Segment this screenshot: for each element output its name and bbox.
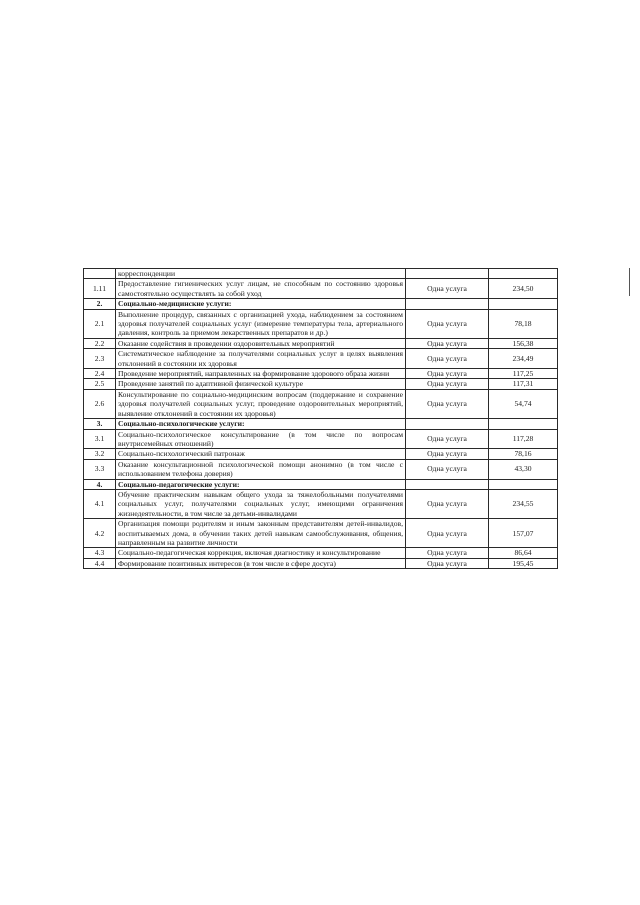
table-row <box>84 349 558 369</box>
unit-cell: Одна услуга <box>406 449 489 459</box>
price-cell: 117,31 <box>489 379 558 389</box>
section-row <box>84 479 558 489</box>
price-cell: 117,28 <box>489 429 558 449</box>
unit-cell <box>406 269 489 279</box>
row-number-cell: 4.2 <box>84 519 116 548</box>
row-number-cell: 3.1 <box>84 429 116 449</box>
service-name-cell: Социально-педагогическая коррекция, включая диагностику и консультирование <box>116 548 406 558</box>
unit-cell <box>406 299 489 309</box>
row-number-cell: 3.3 <box>84 459 116 479</box>
service-name-cell: Социально-психологический патронаж <box>116 449 406 459</box>
row-number-cell: 2.1 <box>84 309 116 338</box>
services-price-table <box>83 268 558 569</box>
table-row <box>84 449 558 459</box>
section-row <box>84 419 558 429</box>
unit-cell: Одна услуга <box>406 519 489 548</box>
table-row <box>84 429 558 449</box>
service-name-cell: Проведение мероприятий, направленных на формирование здорового образа жизни <box>116 369 406 379</box>
table-row <box>84 548 558 558</box>
price-cell: 234,49 <box>489 349 558 369</box>
service-name-cell: Систематическое наблюдение за получателями социальных услуг в целях выявления отклонений в состоянии их здоровья <box>116 349 406 369</box>
table-row <box>84 459 558 479</box>
row-number-cell: 3. <box>84 419 116 429</box>
row-number-cell: 2.2 <box>84 338 116 348</box>
price-cell: 195,45 <box>489 558 558 568</box>
service-name-cell: Оказание содействия в проведении оздоровительных мероприятий <box>116 338 406 348</box>
service-name-cell: Социально-педагогические услуги: <box>116 479 406 489</box>
price-cell: 156,38 <box>489 338 558 348</box>
service-name-cell: Обучение практическим навыкам общего ухода за тяжелобольными получателями социальных услуг, получателями социальных услуг, имеющими ограничения жизнедеятельности, в том числе за детьми-инвалидами <box>116 489 406 518</box>
service-name-cell: Социально-медицинские услуги: <box>116 299 406 309</box>
unit-cell: Одна услуга <box>406 369 489 379</box>
unit-cell: Одна услуга <box>406 489 489 518</box>
row-number-cell: 2.4 <box>84 369 116 379</box>
unit-cell: Одна услуга <box>406 379 489 389</box>
price-cell: 78,16 <box>489 449 558 459</box>
unit-cell: Одна услуга <box>406 279 489 299</box>
unit-cell <box>406 479 489 489</box>
table-row <box>84 269 558 279</box>
table-row <box>84 309 558 338</box>
row-number-cell: 4. <box>84 479 116 489</box>
service-name-cell: Проведение занятий по адаптивной физической культуре <box>116 379 406 389</box>
unit-cell: Одна услуга <box>406 459 489 479</box>
row-number-cell: 3.2 <box>84 449 116 459</box>
unit-cell: Одна услуга <box>406 558 489 568</box>
service-name-cell: Предоставление гигиенических услуг лицам, не способным по состоянию здоровья самостоятельно осуществлять за собой уход <box>116 279 406 299</box>
table-row <box>84 558 558 568</box>
unit-cell: Одна услуга <box>406 429 489 449</box>
unit-cell: Одна услуга <box>406 389 489 418</box>
service-name-cell: Выполнение процедур, связанных с организацией ухода, наблюдением за состоянием здоровья получателей социальных услуг (измерение температуры тела, артериального давления, контроль за приемом лекарственных препаратов и др.) <box>116 309 406 338</box>
unit-cell: Одна услуга <box>406 548 489 558</box>
service-name-cell: Организация помощи родителям и иным законным представителям детей-инвалидов, воспитываемых дома, в обучении таких детей навыкам самообслуживания, общения, направленным на развитие личности <box>116 519 406 548</box>
unit-cell: Одна услуга <box>406 349 489 369</box>
price-cell: 234,50 <box>489 279 558 299</box>
table-row <box>84 279 558 299</box>
table-row <box>84 369 558 379</box>
unit-cell <box>406 419 489 429</box>
table-row <box>84 338 558 348</box>
price-cell: 234,55 <box>489 489 558 518</box>
price-cell <box>489 479 558 489</box>
price-cell: 43,30 <box>489 459 558 479</box>
price-cell: 54,74 <box>489 389 558 418</box>
row-number-cell: 1.11 <box>84 279 116 299</box>
price-cell <box>489 419 558 429</box>
row-number-cell: 4.3 <box>84 548 116 558</box>
price-cell <box>489 299 558 309</box>
unit-cell: Одна услуга <box>406 309 489 338</box>
service-name-cell: Консультирование по социально-медицинским вопросам (поддержание и сохранение здоровья получателей социальных услуг, проведение оздоровительных мероприятий, выявление отклонений в состоянии их здоровья) <box>116 389 406 418</box>
service-name-cell: Социально-психологические услуги: <box>116 419 406 429</box>
row-number-cell: 2.3 <box>84 349 116 369</box>
services-table-body <box>84 269 558 569</box>
scan-edge-mark <box>629 268 630 296</box>
row-number-cell: 2. <box>84 299 116 309</box>
table-row <box>84 519 558 548</box>
row-number-cell <box>84 269 116 279</box>
table-row <box>84 379 558 389</box>
row-number-cell: 4.1 <box>84 489 116 518</box>
service-name-cell: корреспонденции <box>116 269 406 279</box>
table-row <box>84 389 558 418</box>
price-cell: 117,25 <box>489 369 558 379</box>
service-name-cell: Оказание консультационной психологической помощи анонимно (в том числе с использованием телефона доверия) <box>116 459 406 479</box>
price-cell: 157,07 <box>489 519 558 548</box>
price-cell: 86,64 <box>489 548 558 558</box>
price-cell <box>489 269 558 279</box>
row-number-cell: 4.4 <box>84 558 116 568</box>
service-name-cell: Формирование позитивных интересов (в том числе в сфере досуга) <box>116 558 406 568</box>
table-row <box>84 489 558 518</box>
unit-cell: Одна услуга <box>406 338 489 348</box>
price-cell: 78,18 <box>489 309 558 338</box>
section-row <box>84 299 558 309</box>
row-number-cell: 2.6 <box>84 389 116 418</box>
row-number-cell: 2.5 <box>84 379 116 389</box>
service-name-cell: Социально-психологическое консультирование (в том числе по вопросам внутрисемейных отношений) <box>116 429 406 449</box>
